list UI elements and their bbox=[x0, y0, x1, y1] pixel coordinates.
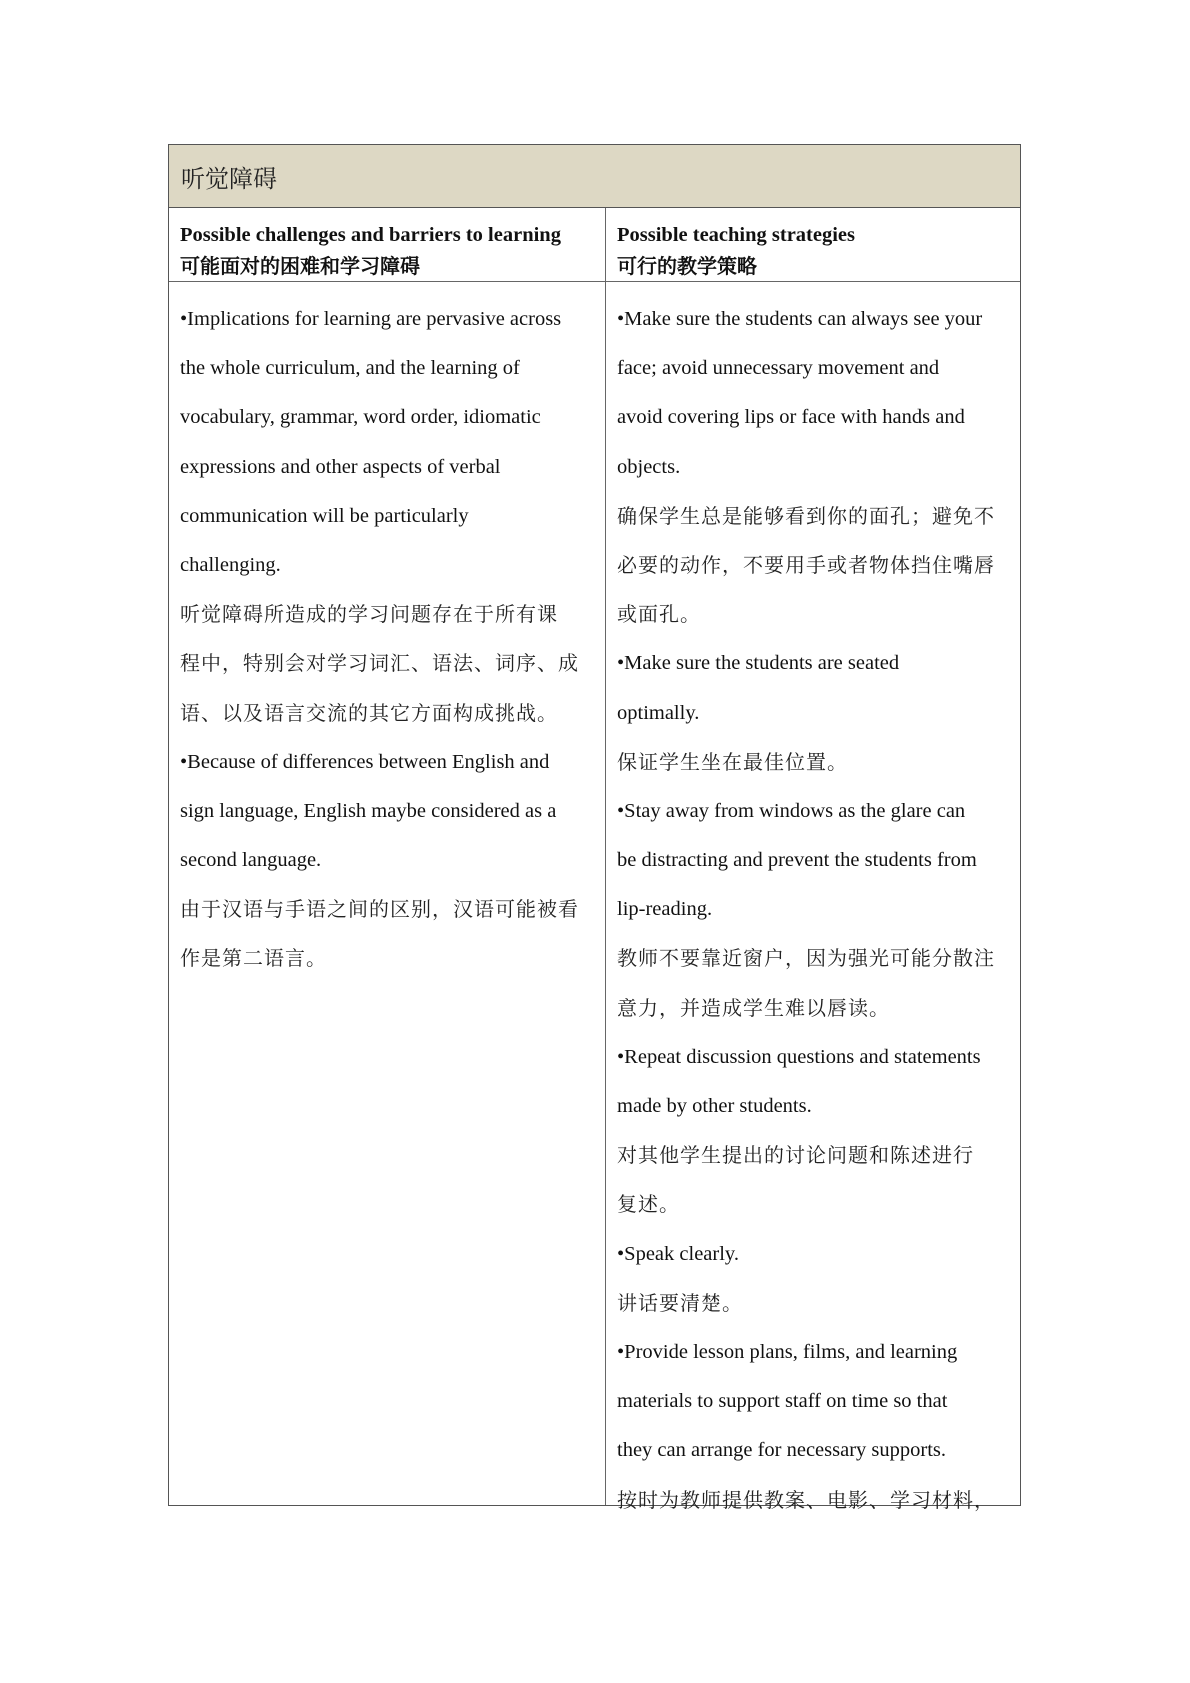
strategy-text-line: materials to support staff on time so that bbox=[617, 1390, 948, 1413]
challenges-cell bbox=[180, 295, 600, 984]
header-strategies-zh: 可行的教学策略 bbox=[617, 254, 757, 278]
strategy-text-line: 复述。 bbox=[617, 1192, 680, 1217]
strategy-text-line: 讲话要清楚。 bbox=[617, 1290, 743, 1315]
strategy-text-line: •Provide lesson plans, films, and learning bbox=[617, 1340, 958, 1363]
challenge-text-line: communication will be particularly bbox=[180, 504, 469, 527]
strategy-text-line: they can arrange for necessary supports. bbox=[617, 1439, 947, 1462]
strategy-text-line: face; avoid unnecessary movement and bbox=[617, 357, 940, 380]
challenge-text-line: 由于汉语与手语之间的区别，汉语可能被看 bbox=[180, 897, 579, 922]
challenge-text-line: expressions and other aspects of verbal bbox=[180, 455, 501, 478]
strategy-text-line: •Make sure the students are seated bbox=[617, 652, 900, 675]
header-challenges-zh: 可能面对的困难和学习障碍 bbox=[180, 254, 420, 278]
strategy-text-line: be distracting and prevent the students from bbox=[617, 849, 977, 872]
challenge-text-line: 语、以及语言交流的其它方面构成挑战。 bbox=[180, 700, 558, 725]
strategy-text-line: optimally. bbox=[617, 701, 700, 724]
strategy-text-line: •Speak clearly. bbox=[617, 1242, 739, 1265]
strategy-text-line: 教师不要靠近窗户，因为强光可能分散注 bbox=[617, 946, 995, 971]
challenge-text-line: 作是第二语言。 bbox=[180, 946, 327, 971]
challenge-text-line: vocabulary, grammar, word order, idiomatic bbox=[180, 406, 541, 429]
column-divider bbox=[605, 208, 606, 1505]
strategy-text-line: 必要的动作，不要用手或者物体挡住嘴唇 bbox=[617, 552, 995, 577]
strategy-text-line: 对其他学生提出的讨论问题和陈述进行 bbox=[617, 1143, 974, 1168]
header-strategies-en: Possible teaching strategies bbox=[617, 224, 855, 246]
challenge-text-line: 听觉障碍所造成的学习问题存在于所有课 bbox=[180, 602, 558, 627]
header-challenges bbox=[180, 220, 561, 282]
strategy-text-line: 意力，并造成学生难以唇读。 bbox=[617, 995, 890, 1020]
strategy-text-line: •Make sure the students can always see your bbox=[617, 308, 983, 330]
challenge-text-line: second language. bbox=[180, 849, 322, 872]
table-title-row bbox=[169, 145, 1020, 208]
strategy-text-line: avoid covering lips or face with hands and bbox=[617, 406, 965, 429]
strategy-text-line: 确保学生总是能够看到你的面孔；避免不 bbox=[617, 503, 995, 528]
strategy-table bbox=[168, 144, 1021, 1512]
challenge-text-line: •Implications for learning are pervasive across bbox=[180, 308, 562, 330]
challenge-text-line: challenging. bbox=[180, 553, 281, 576]
challenge-text-line: •Because of differences between English and bbox=[180, 750, 550, 773]
strategy-text-line: 保证学生坐在最佳位置。 bbox=[617, 749, 848, 774]
challenge-text-line: sign language, English maybe considered as a bbox=[180, 799, 557, 822]
header-strategies bbox=[617, 220, 855, 282]
strategy-text-line: •Stay away from windows as the glare can bbox=[617, 799, 966, 822]
strategy-text-line: 或面孔。 bbox=[617, 602, 701, 627]
strategy-text-line: •Repeat discussion questions and statements bbox=[617, 1045, 981, 1068]
strategy-text-line: 按时为教师提供教案、电影、学习材料， bbox=[617, 1487, 995, 1512]
strategies-cell bbox=[617, 295, 1017, 1525]
header-challenges-en: Possible challenges and barriers to learning bbox=[180, 224, 561, 246]
table-title: 听觉障碍 bbox=[181, 165, 277, 193]
challenge-text-line: the whole curriculum, and the learning of bbox=[180, 357, 520, 380]
strategy-text-line: made by other students. bbox=[617, 1095, 812, 1117]
strategy-text-line: lip-reading. bbox=[617, 898, 713, 921]
challenge-text-line: 程中，特别会对学习词汇、语法、词序、成 bbox=[180, 651, 579, 676]
strategy-text-line: objects. bbox=[617, 455, 681, 478]
column-header-row bbox=[169, 208, 1020, 282]
